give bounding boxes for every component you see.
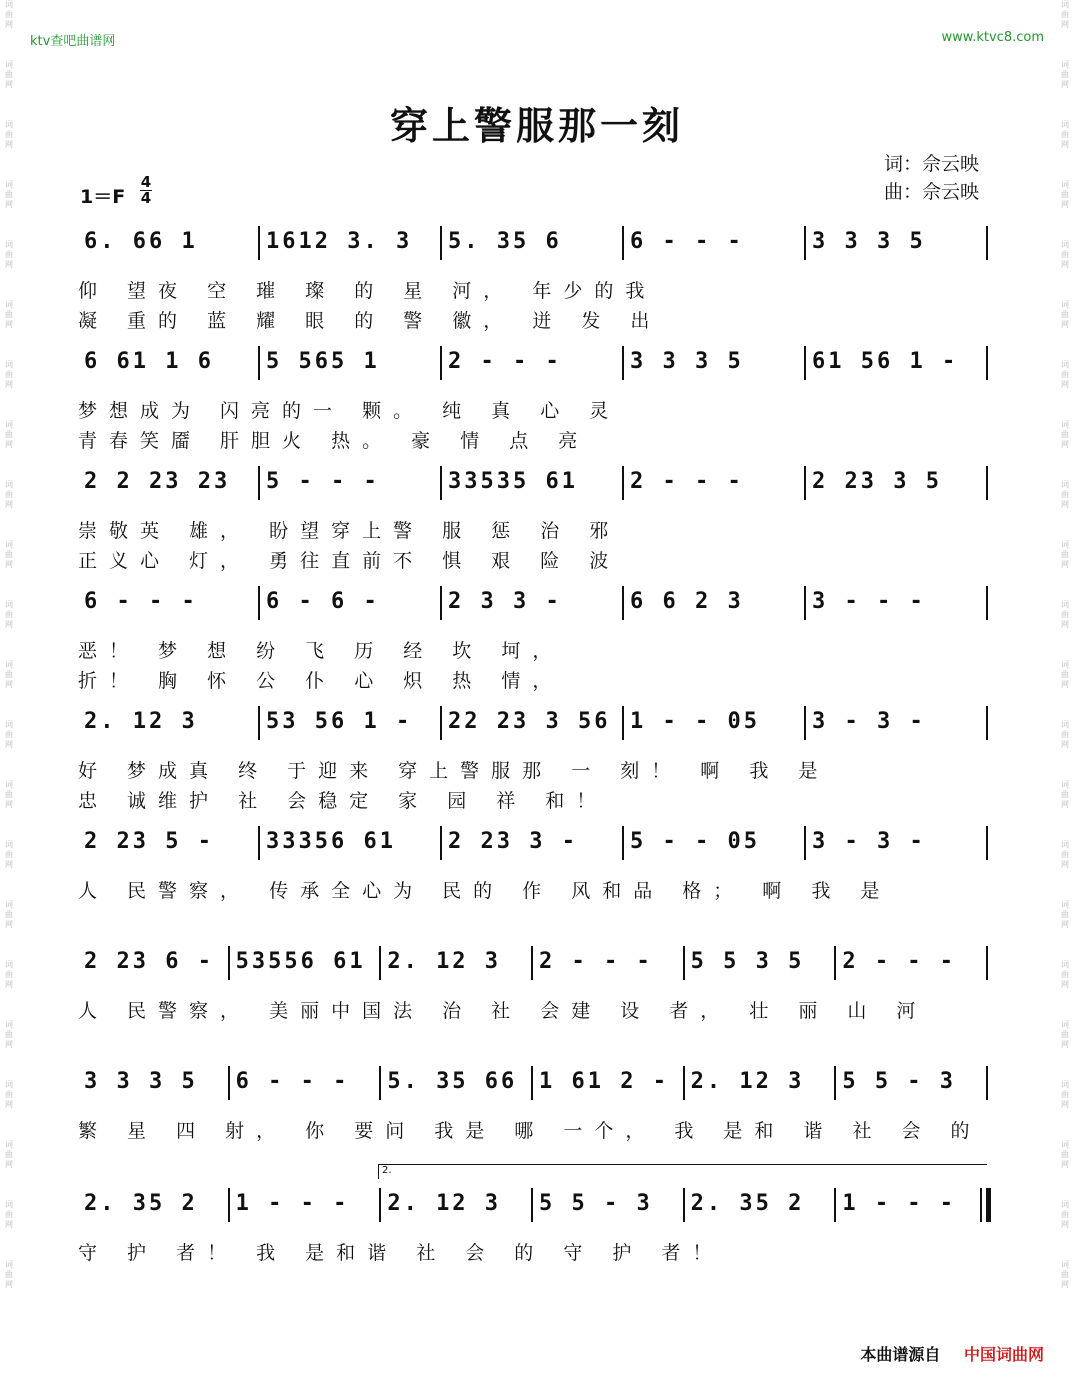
measure: 2 - - - [630,469,744,494]
barline [440,826,442,860]
measure: 33356 61 [266,829,396,854]
measure: 1 61 2 - [539,1069,669,1094]
lyric-line: 折！ 胸 怀 公 仆 心 炽 热 情， [78,670,564,692]
barline [804,346,806,380]
lyric-line: 正义心 灯， 勇往直前不 惧 艰 险 波 [78,550,621,572]
measure: 3 3 3 5 [630,349,744,374]
barline [531,1066,533,1100]
measure: 3 - 3 - [812,709,926,734]
measure: 6 61 1 6 [84,349,214,374]
footer-source-site[interactable]: 中国词曲网 [963,1345,1044,1364]
barline [986,706,988,740]
barline [622,466,624,500]
barline [440,226,442,260]
barline [834,946,836,980]
footer-source [860,1342,1044,1365]
barline [531,946,533,980]
lyric-line: 梦想成为 闪亮的一 颗。 纯 真 心 灵 [78,400,621,422]
barline [804,226,806,260]
lyric-line: 忠 诚维护 社 会稳定 家 园 祥 和！ [78,790,608,812]
measure: 1 - - - [235,1191,350,1216]
score-system [78,822,988,932]
measure: 5 5 - 3 [842,1069,957,1094]
measure: 5 5 - 3 [539,1191,653,1216]
measure: 1 - - 05 [630,709,760,734]
barline [228,1188,230,1222]
volta-bracket [378,1164,987,1179]
measure: 5 - - - [266,469,380,494]
measure: 3 - 3 - [812,829,926,854]
lyric-line: 繁 星 四 射， 你 要问 我是 哪 一个， 我 是和 谐 社 会 的 [78,1120,982,1142]
measure: 2. 35 2 [690,1191,805,1216]
lyric-line: 仰 望夜 空 璀 璨 的 星 河， 年少的我 [78,280,657,302]
barline [986,586,988,620]
barline [258,586,260,620]
lyric-line: 崇敬英 雄， 盼望穿上警 服 惩 治 邪 [78,520,621,542]
barline [834,1066,836,1100]
barline [258,826,260,860]
measure: 33535 61 [448,469,578,494]
score-system [78,702,988,812]
barline [986,466,988,500]
measure: 2 23 3 - [448,829,578,854]
lyric-line: 凝 重的 蓝 耀 眼 的 警 徽， 迸 发 出 [78,310,662,332]
left-watermark-strip: 词曲网 词曲网 词曲网 词曲网 词曲网 词曲网 词曲网 词曲网 词曲网 词曲网 词曲网 词曲网 词曲网 词曲网 词曲网 词曲网 词曲网 词曲网 词曲网 词曲网 词曲网 词曲网 [5,0,13,1289]
barline [622,346,624,380]
measure: 5. 35 66 [387,1069,518,1094]
barline [986,226,988,260]
barline [622,586,624,620]
lyric-line: 人 民警察， 传承全心为 民的 作 风和品 格； 啊 我 是 [78,880,892,902]
barline [683,946,685,980]
score-system [78,1165,988,1294]
measure: 2 3 3 - [448,589,562,614]
barline [379,1066,381,1100]
lyric-line: 守 护 者！ 我 是和谐 社 会 的 守 护 者！ [78,1242,724,1264]
measure: 3 3 3 5 [84,1069,198,1094]
barline [258,346,260,380]
measure: 6. 66 1 [84,229,198,254]
barline [622,706,624,740]
lyricist: 词：佘云映 [883,153,979,175]
final-barline [980,1188,982,1222]
measure: 2. 12 3 [387,1191,502,1216]
measure: 6 - - - [630,229,744,254]
composer: 曲：佘云映 [883,181,979,203]
measure: 2 23 5 - [84,829,214,854]
credits [884,150,979,206]
measure: 2 23 3 5 [812,469,942,494]
barline [622,226,624,260]
barline [258,226,260,260]
measure: 5. 35 6 [448,229,562,254]
measure: 3 - - - [812,589,926,614]
measure: 5 5 3 5 [690,949,805,974]
measure: 2. 35 2 [84,1191,198,1216]
barline [804,826,806,860]
measure: 2 2 23 23 [84,469,231,494]
barline [440,466,442,500]
header-site-name: ktv查吧曲谱网 [30,34,116,49]
barline [834,1188,836,1222]
time-signature [140,175,152,206]
lyric-line: 青春笑靥 肝胆火 热。 豪 情 点 亮 [78,430,590,452]
measure: 22 23 3 56 [448,709,611,734]
measure: 2 - - - [842,949,957,974]
measure: 5 - - 05 [630,829,760,854]
footer-source-label: 本曲谱源自 [860,1345,941,1364]
measure: 6 - 6 - [266,589,380,614]
measure: 53 56 1 - [266,709,413,734]
barline [622,826,624,860]
barline [986,826,988,860]
barline [379,1188,381,1222]
measure: 2 - - - [539,949,653,974]
measure: 3 3 3 5 [812,229,926,254]
song-title: 穿上警服那一刻 [389,103,684,148]
lyric-line: 恶！ 梦 想 纷 飞 历 经 坎 坷， [78,640,564,662]
right-watermark-strip: 词曲网 词曲网 词曲网 词曲网 词曲网 词曲网 词曲网 词曲网 词曲网 词曲网 词曲网 词曲网 词曲网 词曲网 词曲网 词曲网 词曲网 词曲网 词曲网 词曲网 词曲网 词曲网 [1061,0,1069,1289]
barline [379,946,381,980]
lyric-line: 人 民警察， 美丽中国法 治 社 会建 设 者， 壮 丽 山 河 [78,1000,928,1022]
barline [683,1066,685,1100]
barline [986,946,988,980]
barline [440,706,442,740]
score-system [78,342,988,452]
barline [531,1188,533,1222]
score-system [78,462,988,572]
measure: 6 - - - [84,589,198,614]
barline [804,586,806,620]
measure: 1612 3. 3 [266,229,413,254]
barline [440,346,442,380]
score-system [78,222,988,332]
measure: 2 23 6 - [84,949,214,974]
meter-top: 4 [140,173,152,191]
barline [986,1066,988,1100]
measure: 2 - - - [448,349,562,374]
barline [228,1066,230,1100]
measure: 1 - - - [842,1191,957,1216]
measure: 6 6 2 3 [630,589,744,614]
header-site-url[interactable]: www.ktvc8.com [941,30,1044,45]
measure: 53556 61 [235,949,366,974]
lyric-line: 好 梦成真 终 于迎来 穿上警服那 一 刻！ 啊 我 是 [78,760,830,782]
meter-bottom: 4 [140,189,152,207]
barline [258,466,260,500]
measure: 5 565 1 [266,349,380,374]
measure: 2. 12 3 [84,709,198,734]
measure: 6 - - - [235,1069,350,1094]
barline [440,586,442,620]
key-signature: 1＝F [80,186,126,208]
barline [986,346,988,380]
barline [804,706,806,740]
score-system [78,582,988,692]
barline [258,706,260,740]
score-system [78,942,988,1052]
barline [804,466,806,500]
barline [228,946,230,980]
measure: 2. 12 3 [387,949,502,974]
measure: 2. 12 3 [690,1069,805,1094]
score-system [78,1062,988,1172]
measure: 61 56 1 - [812,349,959,374]
volta-label: 2. [382,1165,392,1176]
barline [683,1188,685,1222]
